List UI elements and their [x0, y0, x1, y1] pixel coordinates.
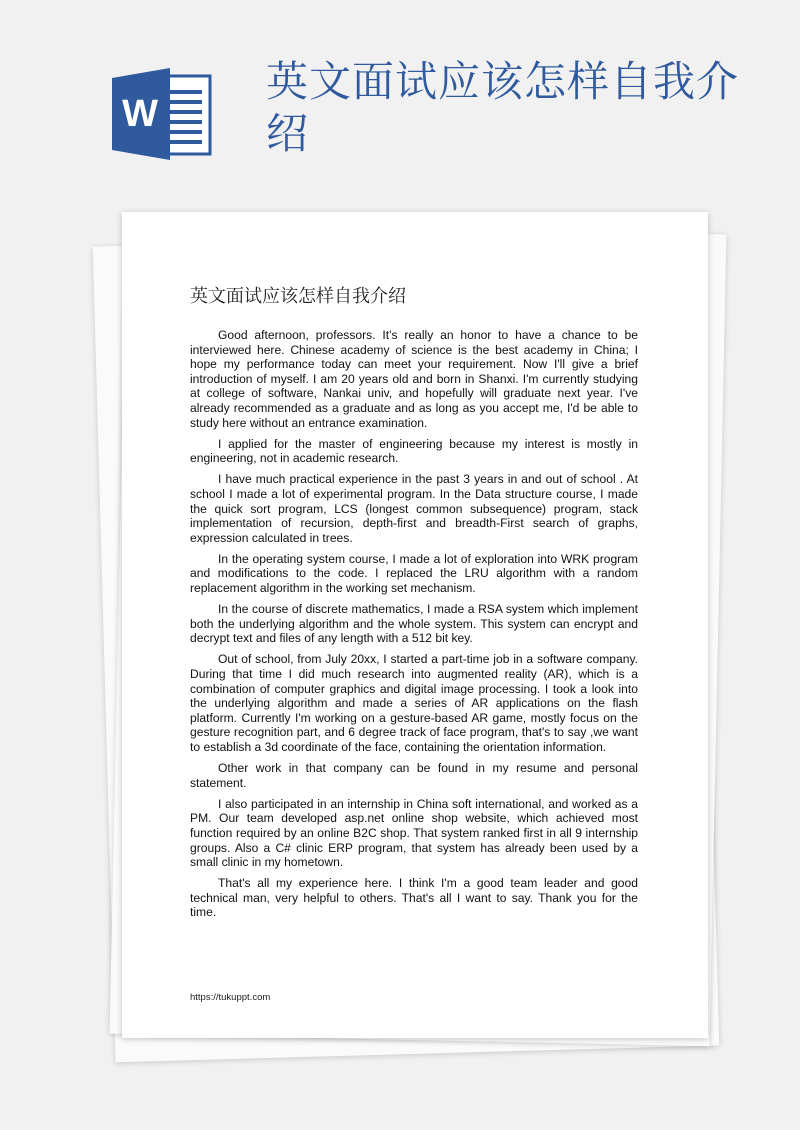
- document-title: 英文面试应该怎样自我介绍: [190, 286, 406, 307]
- header-title: 英文面试应该怎样自我介绍: [266, 57, 740, 158]
- word-document-icon: [112, 68, 216, 160]
- document-page: [122, 212, 708, 1038]
- paragraph: In the operating system course, I made a lot of exploration into WRK program and modifications to the code. I replaced the LRU algorithm with a random replacement algorithm in the working set mechanism.: [190, 551, 638, 595]
- word-icon-letter: W: [122, 93, 158, 135]
- paragraph: Other work in that company can be found in my resume and personal statement.: [190, 761, 638, 790]
- paragraph: In the course of discrete mathematics, I made a RSA system which implement both the underlying algorithm and the whole system. This system can encrypt and decrypt text and files of any length with a 512 bit key.: [190, 602, 638, 646]
- paragraph: I have much practical experience in the past 3 years in and out of school . At school I made a lot of experimental program. In the Data structure course, I made the quick sort program, LCS (longest common subsequence) program, stack implementation of recursion, depth-first and breadth-First search of graphs, expression calculated in trees.: [190, 472, 638, 545]
- paragraph: Out of school, from July 20xx, I started a part-time job in a software company. During that time I did much research into augmented reality (AR), which is a combination of computer graphics and digital image processing. I took a look into the underlying algorithm and made a series of AR applications on the flash platform. Currently I'm working on a gesture-based AR game, mostly focus on the gesture recognition part, and 6 degree track of face program, that's to say ,we want to establish a 3d coordinate of the face, containing the orientation information.: [190, 652, 638, 754]
- paragraph: I applied for the master of engineering because my interest is mostly in engineering, not in academic research.: [190, 436, 638, 466]
- document-body: [190, 328, 638, 926]
- footer-url: https://tukuppt.com: [190, 992, 271, 1003]
- paragraph: That's all my experience here. I think I'm a good team leader and good technical man, very helpful to others. That's all I want to say. Thank you for the time.: [190, 876, 638, 920]
- paragraph: Good afternoon, professors. It's really an honor to have a chance to be interviewed here. Chinese academy of science is the best academy in China; I hope my performance today can meet your requirement. Now I'll give a brief introduction of myself. I am 20 years old and born in Shanxi. I'm currently studying at college of software, Nankai univ, and hopefully will graduate next year. I've already recommended as a graduate and as long as you accept me, I'd be able to study here without an entrance examination.: [190, 328, 638, 430]
- paragraph: I also participated in an internship in China soft international, and worked as a PM. Our team developed asp.net online shop website, which achieved most function required by an online B2C shop. That system ranked first in all 9 internship groups. Also a C# clinic ERP program, that system has already been used by a small clinic in my hometown.: [190, 796, 638, 870]
- word-logo-svg: [112, 68, 216, 160]
